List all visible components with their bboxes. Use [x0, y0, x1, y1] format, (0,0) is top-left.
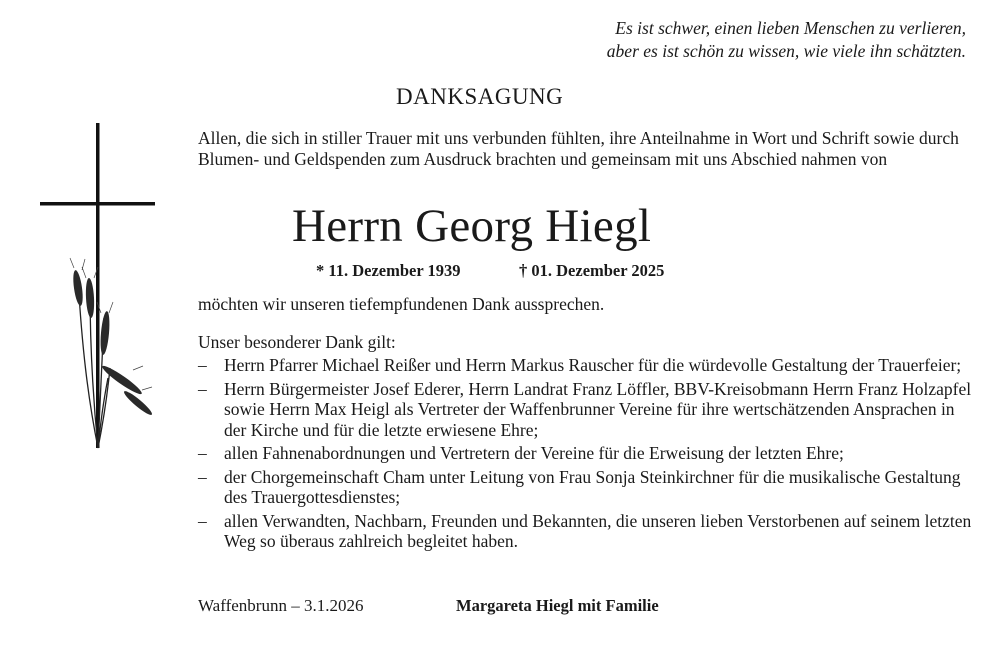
- list-item-text: allen Fahnenabordnungen und Vertretern der Vereine für die Erweisung der letzten Ehre;: [224, 443, 844, 463]
- list-dash: –: [198, 466, 207, 487]
- list-item: [198, 355, 973, 376]
- list-dash: –: [198, 355, 207, 375]
- death-date: † 01. Dezember 2025: [519, 261, 665, 280]
- thanks-statement: möchten wir unseren tiefempfundenen Dank aussprechen.: [198, 294, 605, 314]
- list-dash: –: [198, 443, 207, 463]
- list-item: [198, 379, 973, 441]
- place-and-date: Waffenbrunn – 3.1.2026: [198, 596, 364, 615]
- memorial-quote: [607, 17, 966, 63]
- quote-line-2: aber es ist schön zu wissen, wie viele ihn schätzten.: [606, 41, 966, 61]
- special-thanks-list: [198, 355, 973, 555]
- list-item-text: Herrn Bürgermeister Josef Ederer, Herrn Landrat Franz Löffler, BBV-Kreisobmann Herrn Franz Holzapfel sowie Herrn Max Heigl als Vertreter der Waffenbrunner Vereine für ihre wertschätzenden Ansprachen in der Kirche und für die letzte erwiesene Ehre;: [224, 378, 972, 440]
- list-item: [198, 467, 973, 508]
- special-thanks-label: Unser besonderer Dank gilt:: [198, 332, 396, 352]
- deceased-name: Herrn Georg Hiegl: [292, 200, 652, 252]
- list-item-text: allen Verwandten, Nachbarn, Freunden und Bekannten, die unseren lieben Verstorbenen auf seinem letzten Weg so überaus zahlreich begleitet haben.: [224, 510, 972, 551]
- page-title: DANKSAGUNG: [396, 84, 564, 109]
- list-item: [198, 443, 973, 464]
- birth-date: * 11. Dezember 1939: [316, 261, 461, 280]
- list-item: [198, 511, 973, 552]
- list-item-text: Herrn Pfarrer Michael Reißer und Herrn Markus Rauscher für die würdevolle Gestaltung der Trauerfeier;: [224, 355, 962, 375]
- quote-line-1: Es ist schwer, einen lieben Menschen zu verlieren,: [615, 18, 966, 38]
- list-dash: –: [198, 510, 207, 531]
- cross-with-wheat-icon: [38, 118, 168, 478]
- list-item-text: der Chorgemeinschaft Cham unter Leitung von Frau Sonja Steinkirchner für die musikalische Gestaltung des Trauergottesdienstes;: [224, 466, 961, 507]
- intro-paragraph: Allen, die sich in stiller Trauer mit uns verbunden fühlten, ihre Anteilnahme in Wort und Schrift sowie durch Blumen- und Geldspenden zum Ausdruck brachten und gemeinsam mit uns Abschied nahmen von: [198, 128, 959, 169]
- list-dash: –: [198, 378, 207, 399]
- signature: Margareta Hiegl mit Familie: [456, 596, 659, 615]
